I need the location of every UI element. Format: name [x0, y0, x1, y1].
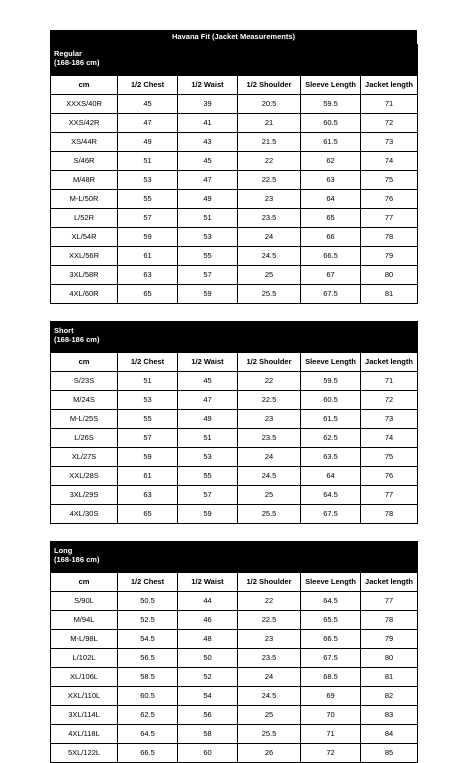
- table-row: [51, 668, 418, 687]
- measurement-cell: 66.5: [301, 630, 361, 649]
- measurement-cell: 71: [361, 372, 418, 391]
- measurement-cell: 77: [361, 209, 418, 228]
- measurement-cell: 53: [178, 448, 238, 467]
- table-row: [51, 611, 418, 630]
- size-cell: XXL/56R: [51, 247, 118, 266]
- measurement-cell: 45: [178, 152, 238, 171]
- section-label: [51, 322, 118, 353]
- table-row: [51, 247, 418, 266]
- column-header: cm: [51, 353, 118, 372]
- size-cell: XXS/42R: [51, 114, 118, 133]
- measurement-cell: 25: [238, 706, 301, 725]
- measurement-cell: 84: [361, 725, 418, 744]
- measurement-cell: 23: [238, 410, 301, 429]
- measurement-cell: 63: [301, 171, 361, 190]
- measurement-cell: 51: [178, 429, 238, 448]
- measurement-cell: 25: [238, 486, 301, 505]
- size-table-regular: [50, 44, 418, 304]
- table-row: [51, 391, 418, 410]
- measurement-cell: 79: [361, 630, 418, 649]
- measurement-cell: 48: [178, 630, 238, 649]
- size-cell: 4XL/118L: [51, 725, 118, 744]
- table-row: [51, 744, 418, 763]
- column-header: 1/2 Waist: [178, 353, 238, 372]
- size-cell: M-L/50R: [51, 190, 118, 209]
- section-header-blank: [361, 322, 418, 353]
- size-sections: [50, 44, 417, 763]
- column-header: cm: [51, 573, 118, 592]
- size-cell: 3XL/58R: [51, 266, 118, 285]
- measurement-cell: 67: [301, 266, 361, 285]
- section-header-row: [51, 45, 418, 76]
- column-header: 1/2 Chest: [118, 353, 178, 372]
- measurement-cell: 39: [178, 95, 238, 114]
- measurement-cell: 52.5: [118, 611, 178, 630]
- measurement-cell: 63: [118, 486, 178, 505]
- measurement-cell: 51: [118, 372, 178, 391]
- measurement-cell: 60: [178, 744, 238, 763]
- measurement-cell: 22: [238, 372, 301, 391]
- measurement-cell: 24.5: [238, 247, 301, 266]
- measurement-cell: 22.5: [238, 391, 301, 410]
- table-row: [51, 228, 418, 247]
- size-cell: M/48R: [51, 171, 118, 190]
- measurement-cell: 65: [301, 209, 361, 228]
- measurement-cell: 73: [361, 410, 418, 429]
- size-cell: M-L/98L: [51, 630, 118, 649]
- measurement-cell: 59: [118, 448, 178, 467]
- measurement-cell: 65: [118, 505, 178, 524]
- column-header: 1/2 Chest: [118, 573, 178, 592]
- table-row: [51, 725, 418, 744]
- section-header-blank: [178, 542, 238, 573]
- section-header-blank: [238, 542, 301, 573]
- measurement-cell: 49: [118, 133, 178, 152]
- measurement-cell: 60.5: [118, 687, 178, 706]
- measurement-cell: 24: [238, 668, 301, 687]
- measurement-cell: 81: [361, 285, 418, 304]
- size-chart: [50, 30, 417, 763]
- measurement-cell: 43: [178, 133, 238, 152]
- measurement-cell: 59.5: [301, 372, 361, 391]
- measurement-cell: 75: [361, 171, 418, 190]
- table-row: [51, 429, 418, 448]
- measurement-cell: 80: [361, 266, 418, 285]
- table-row: [51, 410, 418, 429]
- measurement-cell: 41: [178, 114, 238, 133]
- size-cell: XL/27S: [51, 448, 118, 467]
- table-row: [51, 152, 418, 171]
- measurement-cell: 64.5: [118, 725, 178, 744]
- measurement-cell: 54.5: [118, 630, 178, 649]
- section-header-blank: [118, 542, 178, 573]
- measurement-cell: 73: [361, 133, 418, 152]
- section-header-blank: [301, 322, 361, 353]
- measurement-cell: 56.5: [118, 649, 178, 668]
- size-cell: L/26S: [51, 429, 118, 448]
- table-row: [51, 486, 418, 505]
- measurement-cell: 66.5: [301, 247, 361, 266]
- measurement-cell: 68.5: [301, 668, 361, 687]
- measurement-cell: 66: [301, 228, 361, 247]
- measurement-cell: 67.5: [301, 649, 361, 668]
- measurement-cell: 76: [361, 467, 418, 486]
- measurement-cell: 62.5: [118, 706, 178, 725]
- measurement-cell: 23.5: [238, 429, 301, 448]
- section-height-range: (168-186 cm): [54, 58, 100, 67]
- measurement-cell: 47: [178, 391, 238, 410]
- section-header-blank: [238, 45, 301, 76]
- measurement-cell: 70: [301, 706, 361, 725]
- measurement-cell: 71: [361, 95, 418, 114]
- column-header: Sleeve Length: [301, 76, 361, 95]
- measurement-cell: 47: [178, 171, 238, 190]
- measurement-cell: 25.5: [238, 725, 301, 744]
- section-header-blank: [118, 322, 178, 353]
- measurement-cell: 58: [178, 725, 238, 744]
- size-cell: 4XL/60R: [51, 285, 118, 304]
- measurement-cell: 72: [361, 114, 418, 133]
- measurement-cell: 62: [301, 152, 361, 171]
- column-header: 1/2 Shoulder: [238, 353, 301, 372]
- measurement-cell: 64: [301, 467, 361, 486]
- measurement-cell: 65.5: [301, 611, 361, 630]
- measurement-cell: 20.5: [238, 95, 301, 114]
- measurement-cell: 55: [118, 410, 178, 429]
- measurement-cell: 62.5: [301, 429, 361, 448]
- size-cell: XXL/110L: [51, 687, 118, 706]
- size-cell: XXXS/40R: [51, 95, 118, 114]
- size-cell: XS/44R: [51, 133, 118, 152]
- size-cell: 5XL/122L: [51, 744, 118, 763]
- measurement-cell: 47: [118, 114, 178, 133]
- column-header: 1/2 Chest: [118, 76, 178, 95]
- measurement-cell: 57: [178, 486, 238, 505]
- measurement-cell: 24.5: [238, 467, 301, 486]
- table-row: [51, 706, 418, 725]
- size-cell: XL/54R: [51, 228, 118, 247]
- measurement-cell: 61: [118, 467, 178, 486]
- measurement-cell: 59: [178, 285, 238, 304]
- measurement-cell: 52: [178, 668, 238, 687]
- measurement-cell: 50: [178, 649, 238, 668]
- section-header-blank: [118, 45, 178, 76]
- size-cell: 4XL/30S: [51, 505, 118, 524]
- measurement-cell: 80: [361, 649, 418, 668]
- size-cell: L/102L: [51, 649, 118, 668]
- measurement-cell: 55: [118, 190, 178, 209]
- measurement-cell: 76: [361, 190, 418, 209]
- section-gap: [50, 304, 417, 321]
- measurement-cell: 45: [118, 95, 178, 114]
- measurement-cell: 51: [178, 209, 238, 228]
- measurement-cell: 24: [238, 448, 301, 467]
- section-header-row: [51, 322, 418, 353]
- measurement-cell: 72: [301, 744, 361, 763]
- measurement-cell: 21.5: [238, 133, 301, 152]
- measurement-cell: 23: [238, 190, 301, 209]
- table-row: [51, 266, 418, 285]
- section-header-blank: [361, 542, 418, 573]
- column-header: 1/2 Waist: [178, 76, 238, 95]
- column-header-row: [51, 353, 418, 372]
- measurement-cell: 81: [361, 668, 418, 687]
- size-cell: XXL/28S: [51, 467, 118, 486]
- measurement-cell: 22: [238, 592, 301, 611]
- measurement-cell: 79: [361, 247, 418, 266]
- section-header-blank: [301, 542, 361, 573]
- measurement-cell: 64.5: [301, 486, 361, 505]
- measurement-cell: 49: [178, 410, 238, 429]
- measurement-cell: 77: [361, 592, 418, 611]
- measurement-cell: 55: [178, 247, 238, 266]
- measurement-cell: 82: [361, 687, 418, 706]
- measurement-cell: 51: [118, 152, 178, 171]
- measurement-cell: 23: [238, 630, 301, 649]
- section-gap: [50, 524, 417, 541]
- section-name: Long: [54, 546, 73, 555]
- measurement-cell: 22.5: [238, 171, 301, 190]
- column-header: Jacket length: [361, 573, 418, 592]
- column-header: Sleeve Length: [301, 573, 361, 592]
- size-cell: M-L/25S: [51, 410, 118, 429]
- measurement-cell: 74: [361, 429, 418, 448]
- measurement-cell: 61: [118, 247, 178, 266]
- size-cell: XL/106L: [51, 668, 118, 687]
- measurement-cell: 66.5: [118, 744, 178, 763]
- table-row: [51, 687, 418, 706]
- measurement-cell: 53: [118, 171, 178, 190]
- measurement-cell: 44: [178, 592, 238, 611]
- measurement-cell: 59: [178, 505, 238, 524]
- column-header: 1/2 Waist: [178, 573, 238, 592]
- measurement-cell: 24.5: [238, 687, 301, 706]
- size-cell: S/23S: [51, 372, 118, 391]
- measurement-cell: 56: [178, 706, 238, 725]
- table-row: [51, 372, 418, 391]
- table-row: [51, 95, 418, 114]
- measurement-cell: 78: [361, 228, 418, 247]
- column-header: Jacket length: [361, 353, 418, 372]
- table-row: [51, 467, 418, 486]
- size-cell: 3XL/29S: [51, 486, 118, 505]
- measurement-cell: 63.5: [301, 448, 361, 467]
- measurement-cell: 60.5: [301, 391, 361, 410]
- size-cell: M/94L: [51, 611, 118, 630]
- section-height-range: (168-186 cm): [54, 335, 100, 344]
- measurement-cell: 53: [178, 228, 238, 247]
- measurement-cell: 72: [361, 391, 418, 410]
- measurement-cell: 24: [238, 228, 301, 247]
- size-cell: S/90L: [51, 592, 118, 611]
- measurement-cell: 54: [178, 687, 238, 706]
- measurement-cell: 69: [301, 687, 361, 706]
- measurement-cell: 78: [361, 611, 418, 630]
- section-height-range: (168-186 cm): [54, 555, 100, 564]
- measurement-cell: 67.5: [301, 285, 361, 304]
- column-header: 1/2 Shoulder: [238, 76, 301, 95]
- measurement-cell: 64: [301, 190, 361, 209]
- measurement-cell: 59: [118, 228, 178, 247]
- measurement-cell: 23.5: [238, 209, 301, 228]
- measurement-cell: 57: [118, 209, 178, 228]
- measurement-cell: 23.5: [238, 649, 301, 668]
- section-name: Regular: [54, 49, 82, 58]
- measurement-cell: 25: [238, 266, 301, 285]
- table-row: [51, 649, 418, 668]
- measurement-cell: 77: [361, 486, 418, 505]
- measurement-cell: 67.5: [301, 505, 361, 524]
- column-header: Sleeve Length: [301, 353, 361, 372]
- section-header-row: [51, 542, 418, 573]
- size-cell: S/46R: [51, 152, 118, 171]
- section-header-blank: [301, 45, 361, 76]
- measurement-cell: 25.5: [238, 285, 301, 304]
- section-header-blank: [178, 45, 238, 76]
- column-header: 1/2 Shoulder: [238, 573, 301, 592]
- table-row: [51, 171, 418, 190]
- measurement-cell: 78: [361, 505, 418, 524]
- measurement-cell: 63: [118, 266, 178, 285]
- table-row: [51, 190, 418, 209]
- measurement-cell: 57: [118, 429, 178, 448]
- measurement-cell: 64.5: [301, 592, 361, 611]
- size-cell: M/24S: [51, 391, 118, 410]
- measurement-cell: 59.5: [301, 95, 361, 114]
- measurement-cell: 61.5: [301, 133, 361, 152]
- measurement-cell: 58.5: [118, 668, 178, 687]
- size-cell: L/52R: [51, 209, 118, 228]
- section-header-blank: [238, 322, 301, 353]
- column-header-row: [51, 76, 418, 95]
- table-row: [51, 592, 418, 611]
- table-row: [51, 133, 418, 152]
- table-row: [51, 505, 418, 524]
- measurement-cell: 55: [178, 467, 238, 486]
- section-header-blank: [361, 45, 418, 76]
- column-header: Jacket length: [361, 76, 418, 95]
- size-cell: 3XL/114L: [51, 706, 118, 725]
- measurement-cell: 61.5: [301, 410, 361, 429]
- table-row: [51, 285, 418, 304]
- measurement-cell: 22: [238, 152, 301, 171]
- chart-title: Havana Fit (Jacket Measurements): [50, 30, 417, 44]
- section-label: [51, 45, 118, 76]
- measurement-cell: 21: [238, 114, 301, 133]
- size-table-long: [50, 541, 418, 763]
- table-row: [51, 448, 418, 467]
- table-row: [51, 630, 418, 649]
- size-table-short: [50, 321, 418, 524]
- table-row: [51, 209, 418, 228]
- measurement-cell: 53: [118, 391, 178, 410]
- measurement-cell: 74: [361, 152, 418, 171]
- column-header-row: [51, 573, 418, 592]
- measurement-cell: 46: [178, 611, 238, 630]
- measurement-cell: 49: [178, 190, 238, 209]
- measurement-cell: 50.5: [118, 592, 178, 611]
- measurement-cell: 45: [178, 372, 238, 391]
- measurement-cell: 85: [361, 744, 418, 763]
- measurement-cell: 75: [361, 448, 418, 467]
- measurement-cell: 26: [238, 744, 301, 763]
- section-name: Short: [54, 326, 74, 335]
- measurement-cell: 60.5: [301, 114, 361, 133]
- measurement-cell: 25.5: [238, 505, 301, 524]
- section-header-blank: [178, 322, 238, 353]
- section-label: [51, 542, 118, 573]
- measurement-cell: 22.5: [238, 611, 301, 630]
- measurement-cell: 65: [118, 285, 178, 304]
- table-row: [51, 114, 418, 133]
- column-header: cm: [51, 76, 118, 95]
- measurement-cell: 57: [178, 266, 238, 285]
- measurement-cell: 83: [361, 706, 418, 725]
- measurement-cell: 71: [301, 725, 361, 744]
